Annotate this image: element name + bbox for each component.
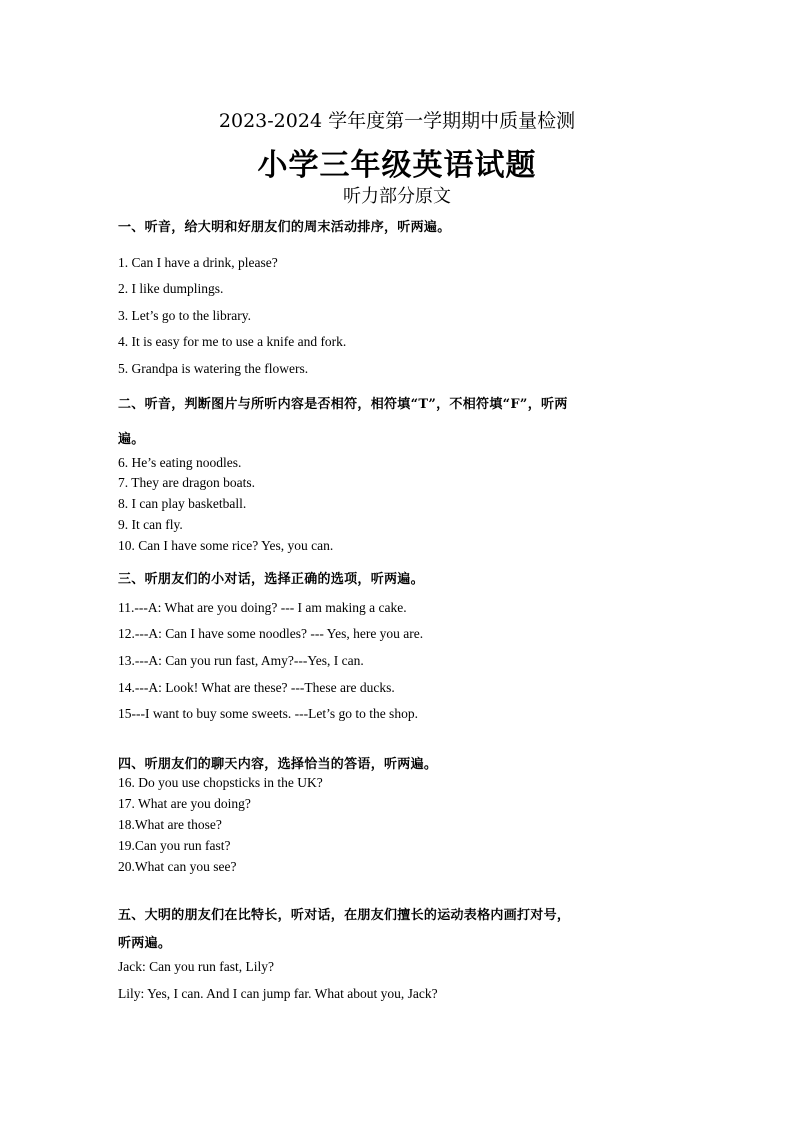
section-1-heading: 一、听音，给大明和好朋友们的周末活动排序，听两遍。 (118, 220, 451, 235)
dialogue-line: Jack: Can you run fast, Lily? (118, 959, 274, 974)
section-2-heading: 二、听音，判断图片与所听内容是否相符，相符填“T”，不相符填“F”，听两 (118, 397, 568, 412)
list-item: 17. What are you doing? (118, 796, 251, 811)
list-item: 20.What can you see? (118, 859, 237, 874)
list-item: 10. Can I have some rice? Yes, you can. (118, 538, 334, 553)
list-item: 9. It can fly. (118, 517, 183, 532)
dialogue-line: Lily: Yes, I can. And I can jump far. What about you, Jack? (118, 986, 438, 1001)
document-subtitle: 听力部分原文 (343, 186, 451, 207)
list-item: 7. They are dragon boats. (118, 475, 255, 490)
list-item: 1. Can I have a drink, please? (118, 255, 278, 270)
section-5-heading: 五、大明的朋友们在比特长，听对话，在朋友们擅长的运动表格内画打对号， (118, 908, 571, 923)
list-item: 5. Grandpa is watering the flowers. (118, 361, 309, 376)
section-5-heading-continued: 听两遍。 (118, 936, 172, 951)
list-item: 8. I can play basketball. (118, 496, 247, 511)
list-item: 14.---A: Look! What are these? ---These are ducks. (118, 680, 395, 695)
list-item: 16. Do you use chopsticks in the UK? (118, 775, 323, 790)
list-item: 4. It is easy for me to use a knife and fork. (118, 334, 347, 349)
list-item: 19.Can you run fast? (118, 838, 231, 853)
section-2-heading-continued: 遍。 (118, 432, 145, 447)
section-4-heading: 四、听朋友们的聊天内容，选择恰当的答语，听两遍。 (118, 757, 438, 772)
list-item: 12.---A: Can I have some noodles? --- Yes, here you are. (118, 626, 424, 641)
list-item: 18.What are those? (118, 817, 222, 832)
list-item: 13.---A: Can you run fast, Amy?---Yes, I can. (118, 653, 364, 668)
section-3-heading: 三、听朋友们的小对话，选择正确的选项，听两遍。 (118, 572, 424, 587)
list-item: 11.---A: What are you doing? --- I am making a cake. (118, 600, 407, 615)
exam-period-heading: 2023-2024 学年度第一学期期中质量检测 (218, 110, 576, 132)
document-title: 小学三年级英语试题 (257, 148, 537, 183)
list-item: 15---I want to buy some sweets. ---Let’s go to the shop. (118, 706, 418, 721)
list-item: 2. I like dumplings. (118, 281, 224, 296)
list-item: 6. He’s eating noodles. (118, 455, 242, 470)
list-item: 3. Let’s go to the library. (118, 308, 251, 323)
